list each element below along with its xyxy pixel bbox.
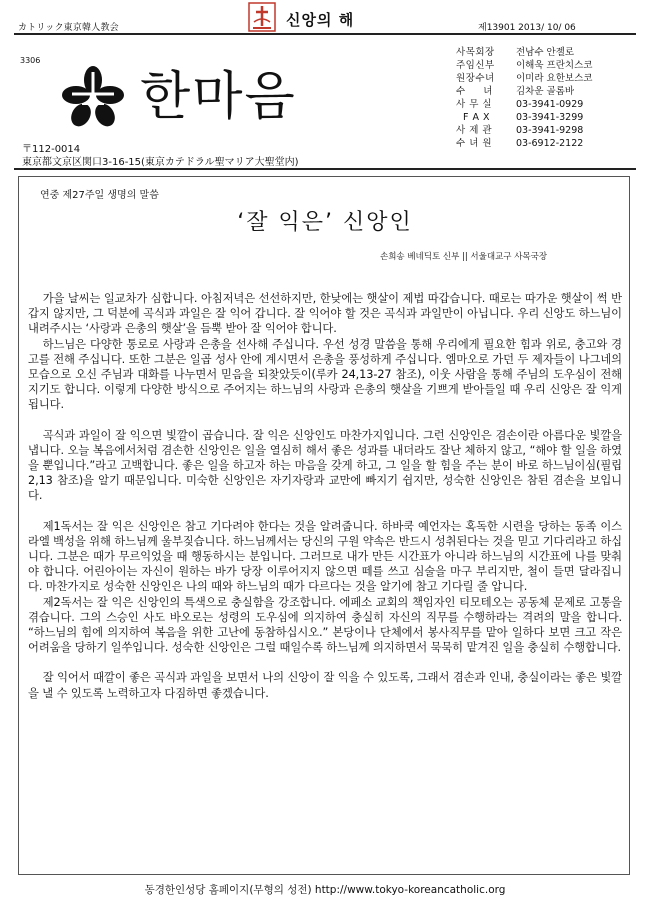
top-divider [14, 33, 636, 35]
info-value: 03-3941-9298 [516, 125, 584, 136]
paragraph: 곡식과 과일이 잘 익으면 빛깔이 곱습니다. 잘 익은 신앙인도 마찬가지입니다. 그런 신앙인은 겸손이란 아름다운 빛깔을 냅니다. 오늘 복음에서처럼 겸손한 신앙인은 일을 열심히 해서 좋은 성과를 내더라도 잘난 체하지 않고, “해야 할 일을 하였을 뿐입니다.”라고 고백합니다. 좋은 일을 하고자 하는 마음을 갖게 하고, 그 일을 할 힘을 주는 분이 바로 하느님이심(필립 2,13 참조)을 알기 때문입니다. 미숙한 신앙인은 자기자랑과 교만에 빠지기 쉽지만, 성숙한 신앙인은 참된 겸손을 보입니다. [28, 428, 622, 503]
info-value: 전남수 안젤로 [516, 47, 575, 58]
masthead-title: 한마음 [140, 67, 297, 127]
postal-code: 〒112-0014 [22, 144, 81, 155]
info-label: 원장수녀 [456, 73, 495, 84]
info-label: 사목회장 [456, 47, 495, 58]
info-label: F A X [456, 112, 491, 123]
info-label: 수 녀 원 [456, 138, 493, 149]
info-value: 김차운 골롬바 [516, 86, 575, 97]
address: 東京都文京区関口3-16-15(東京カテドラル聖マリア大聖堂内) [22, 157, 299, 168]
article-title: ‘잘 익은’ 신앙인 [237, 210, 413, 235]
info-value: 03-3941-3299 [516, 112, 584, 123]
page-code: 3306 [20, 56, 41, 65]
issue-info: 제13901 2013/ 10/ 06 [478, 23, 576, 33]
info-label: 주임신부 [456, 60, 495, 71]
info-label: 사 제 관 [456, 125, 493, 136]
paragraph: 하느님은 다양한 통로로 사랑과 은총을 선사해 주십니다. 우선 성경 말씀을 통해 우리에게 필요한 힘과 위로, 충고와 경고를 전해 주십니다. 또한 그분은 일곱 성사 안에 계시면서 은총을 풍성하게 주십니다. 엠마오로 가던 두 제자들이 나그네의 모습으로 오신 주님과 대화를 나누면서 믿음을 되찾았듯이(루카 24,13-27 참조), 이웃 사람을 통해 주님의 도우심이 전해지기도 합니다. 이렇게 다양한 방식으로 주어지는 하느님의 사랑과 은총의 햇살을 기쁘게 받아들일 때 우리 신앙은 잘 익게 됩니다. [28, 337, 622, 412]
flower-logo-icon [60, 64, 126, 130]
info-label: 수 녀 [456, 86, 493, 97]
info-value: 이미라 요한보스코 [516, 73, 593, 84]
info-label: 사 무 실 [456, 99, 493, 110]
article-body [28, 291, 622, 716]
header-title: 신앙의 해 [286, 11, 355, 29]
article-author: 손희송 베네딕토 신부 || 서울대교구 사목국장 [380, 252, 548, 262]
masthead-divider [14, 168, 636, 170]
info-value: 이해욱 프란치스코 [516, 60, 593, 71]
article-subtitle: 연중 제27주일 생명의 말씀 [40, 190, 159, 201]
paragraph: 잘 익어서 때깔이 좋은 곡식과 과일을 보면서 나의 신앙이 잘 익을 수 있도록, 그래서 겸손과 인내, 충실이라는 좋은 빛깔을 낼 수 있도록 노력하고자 다짐하면 좋겠습니다. [28, 671, 622, 700]
info-value: 03-3941-0929 [516, 99, 584, 110]
paragraph: 제1독서는 잘 익은 신앙인은 참고 기다려야 한다는 것을 알려줍니다. 하바쿡 예언자는 혹독한 시련을 당하는 동족 이스라엘 백성을 위해 하느님께 울부짖습니다. 하느님께서는 당신의 구원 약속은 반드시 성취된다는 것을 믿고 기다리라고 하십니다. 그분은 때가 무르익었을 때 행동하시는 분입니다. 그러므로 내가 만든 시간표가 아니라 하느님의 시간표에 나를 맞춰야 합니다. 어린아이는 자신이 원하는 바가 당장 이루어지지 않으면 떼를 쓰고 심술을 마구 부리지만, 철이 들면 달라집니다. 마찬가지로 성숙한 신앙인은 나의 때와 하느님의 때가 다르다는 것을 알기에 참고 기다릴 줄 압니다. [28, 519, 622, 594]
parish-info [456, 46, 592, 150]
paragraph: 가을 날씨는 일교차가 심합니다. 아침저녁은 선선하지만, 한낮에는 햇살이 제법 따갑습니다. 때로는 따가운 햇살이 썩 반갑지 않지만, 그 덕분에 곡식과 과일은 잘 익어 갑니다. 잘 익어야 할 것은 곡식과 과일만이 아닙니다. 우리 신앙도 하느님이 내려주시는 ‘사랑과 은총의 햇살’을 듬뿍 받아 잘 익어야 합니다. [28, 292, 622, 336]
emblem-icon [248, 2, 276, 32]
footer-homepage-link[interactable]: 동경한인성당 홈페이지(무형의 성전) http://www.tokyo-koreancatholic.org [144, 884, 506, 896]
parish-name: カトリック東京韓人教会 [18, 23, 119, 33]
paragraph: 제2독서는 잘 익은 신앙인의 특색으로 충실함을 강조합니다. 에페소 교회의 책임자인 티모테오는 공동체 문제로 고통을 겪습니다. 그의 스승인 사도 바오로는 성령의 도우심에 의지하여 충실히 자신의 직무를 수행하라는 격려의 말을 합니다. “하느님의 힘에 의지하여 복음을 위한 고난에 동참하십시오.” 본당이나 단체에서 봉사직무를 맡아 일하다 보면 크고 작은 어려움을 당하기 일쑤입니다. 성숙한 신앙인은 그럴 때일수록 하느님께 의지하면서 묵묵히 맡겨진 일을 충실히 수행합니다. [28, 595, 622, 655]
info-value: 03-6912-2122 [516, 138, 584, 149]
